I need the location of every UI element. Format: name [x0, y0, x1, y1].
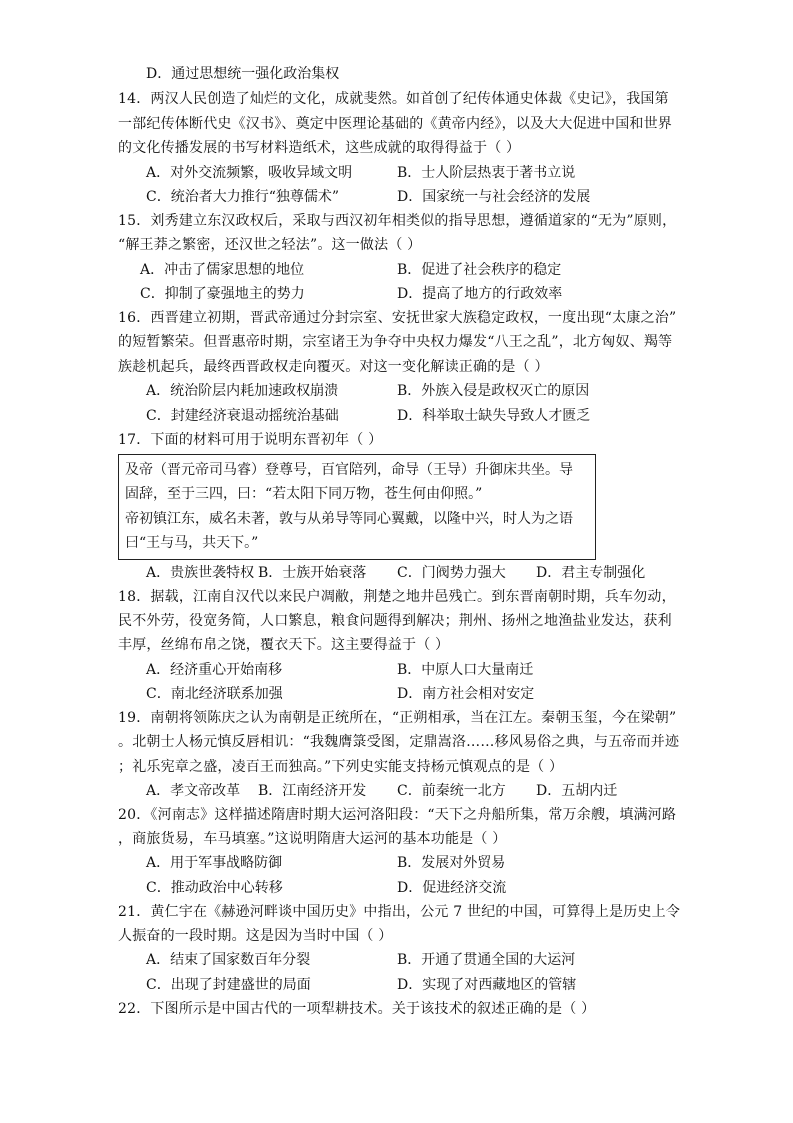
q15-option-d: D．提高了地方的行政效率: [397, 286, 563, 302]
q18-stem-line-3: 丰厚，丝绵布帛之饶，覆衣天下。这主要得益于（ ）: [118, 637, 450, 653]
q16-option-a: A．统治阶层内耗加速政权崩溃: [146, 383, 339, 399]
q16-stem-line-1: 16．西晋建立初期，晋武帝通过分封宗室、安抚世家大族稳定政权，一度出现“太康之治”: [118, 310, 677, 326]
q21-stem-line-2: 人振奋的一段时期。这是因为当时中国（ ）: [118, 928, 393, 944]
q21-option-d: D．实现了对西藏地区的管辖: [397, 977, 577, 993]
q13-option-d: D．通过思想统一强化政治集权: [146, 66, 340, 82]
q14-option-a: A．对外交流频繁，吸收异域文明: [146, 165, 353, 181]
q17-material-line-2: 固辞，至于三四，曰：“若太阳下同万物，苍生何由仰照。”: [125, 486, 483, 502]
q17-option-d: D．君主专制强化: [536, 565, 646, 581]
q18-option-c: C．南北经济联系加强: [146, 686, 283, 702]
q14-stem-line-2: 一部纪传体断代史《汉书》、奠定中医理论基础的《黄帝内经》，以及大大促进中国和世界: [118, 116, 672, 132]
q19-option-a: A．孝文帝改革: [146, 783, 241, 799]
q17-material-box: [118, 454, 596, 560]
q16-stem-line-3: 族趁机起兵，最终西晋政权走向覆灭。对这一变化解读正确的是（ ）: [118, 359, 549, 375]
q17-option-c: C．门阀势力强大: [397, 565, 506, 581]
q19-option-b: B．江南经济开发: [258, 783, 367, 799]
q19-option-c: C．前秦统一北方: [397, 783, 506, 799]
q20-stem-line-1: 20．《河南志》这样描述隋唐时期大运河洛阳段：“天下之舟船所集，常万余艘，填满河路: [118, 807, 677, 823]
q16-option-c: C．封建经济衰退动摇统治基础: [146, 408, 339, 424]
q18-option-a: A．经济重心开始南移: [146, 662, 283, 678]
q15-option-c: C．抑制了豪强地主的势力: [140, 286, 305, 302]
q14-option-c: C．统治者大力推行“独尊儒术”: [146, 189, 340, 205]
q19-stem-line-3: ；礼乐宪章之盛，凌百王而独高。”下列史实能支持杨元慎观点的是（ ）: [118, 759, 564, 775]
q17-material-line-4: 曰“王与马，共天下。”: [125, 535, 259, 551]
q15-option-b: B．促进了社会秩序的稳定: [397, 262, 562, 278]
q14-option-d: D．国家统一与社会经济的发展: [397, 189, 591, 205]
q17-option-b: B．士族开始衰落: [258, 565, 367, 581]
q22-stem: 22．下图所示是中国古代的一项犁耕技术。关于该技术的叙述正确的是（ ）: [118, 1001, 596, 1017]
q18-option-d: D．南方社会相对安定: [397, 686, 535, 702]
q17-stem: 17．下面的材料可用于说明东晋初年（ ）: [118, 432, 383, 448]
q16-option-b: B．外族入侵是政权灭亡的原因: [397, 383, 590, 399]
q21-option-c: C．出现了封建盛世的局面: [146, 977, 311, 993]
q17-material-line-1: 及帝（晋元帝司马睿）登尊号，百官陪列，命导（王导）升御床共坐。导: [125, 462, 573, 478]
q19-stem-line-1: 19．南朝将领陈庆之认为南朝是正统所在，“正朔相承，当在江左。秦朝玉玺，今在梁朝”: [118, 710, 677, 726]
q16-option-d: D．科举取士缺失导致人才匮乏: [397, 408, 591, 424]
q18-stem-line-2: 民不外劳，役宽务简，人口繁息，粮食问题得到解决；荆州、扬州之地渔盐业发达，获利: [118, 613, 672, 629]
q21-option-a: A．结束了国家数百年分裂: [146, 952, 311, 968]
q20-option-c: C．推动政治中心转移: [146, 880, 283, 896]
q16-stem-line-2: 的短暂繁荣。但晋惠帝时期，宗室诸王为争夺中央权力爆发“八王之乱”，北方匈奴、羯等: [118, 334, 673, 350]
q15-stem-line-2: “解王莽之繁密，还汉世之轻法”。这一做法（ ）: [118, 237, 422, 253]
q20-option-b: B．发展对外贸易: [397, 855, 506, 871]
q20-option-a: A．用于军事战略防御: [146, 855, 283, 871]
q17-option-a: A．贵族世袭特权: [146, 565, 255, 581]
q14-stem-line-3: 的文化传播发展的书写材料造纸术，这些成就的取得得益于（ ）: [118, 140, 521, 156]
q17-material-line-3: 帝初镇江东，威名未著，敦与从弟导等同心翼戴，以隆中兴，时人为之语: [125, 511, 573, 527]
q20-option-d: D．促进经济交流: [397, 880, 507, 896]
q19-option-d: D．五胡内迁: [536, 783, 618, 799]
q14-option-b: B．士人阶层热衷于著书立说: [397, 165, 576, 181]
q15-stem-line-1: 15．刘秀建立东汉政权后，采取与西汉初年相类似的指导思想，遵循道家的“无为”原则，: [118, 213, 677, 229]
q18-stem-line-1: 18．据载，江南自汉代以来民户凋敝，荆楚之地井邑残亡。到东晋南朝时期，兵车勿动，: [118, 589, 676, 605]
q21-option-b: B．开通了贯通全国的大运河: [397, 952, 576, 968]
q15-option-a: A．冲击了儒家思想的地位: [140, 262, 305, 278]
q14-stem-line-1: 14．两汉人民创造了灿烂的文化，成就斐然。如首创了纪传体通史体裁《史记》，我国第: [118, 91, 669, 107]
q18-option-b: B．中原人口大量南迁: [397, 662, 534, 678]
q19-stem-line-2: 。北朝士人杨元慎反唇相讥：“我魏膺箓受图，定鼎嵩洛……移风易俗之典，与五帝而并迹: [118, 734, 680, 750]
q21-stem-line-1: 21．黄仁宇在《赫逊河畔谈中国历史》中指出，公元 7 世纪的中国，可算得上是历史上令: [118, 904, 681, 920]
q20-stem-line-2: ，商旅货易，车马填塞。”这说明隋唐大运河的基本功能是（ ）: [118, 831, 507, 847]
